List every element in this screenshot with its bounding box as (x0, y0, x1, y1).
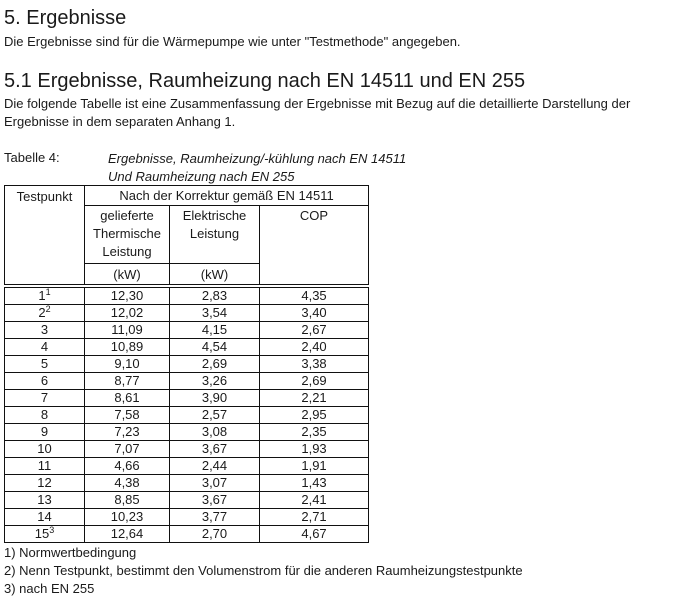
cell-testpunkt (5, 288, 85, 305)
cell-cop: 2,41 (260, 492, 369, 509)
cell-thermal: 8,61 (85, 390, 170, 407)
cell-thermal: 8,85 (85, 492, 170, 509)
cell-testpunkt (5, 339, 85, 356)
cell-thermal: 12,64 (85, 526, 170, 543)
cell-cop: 2,95 (260, 407, 369, 424)
footnote-marker: 3 (49, 525, 55, 535)
cell-testpunkt (5, 492, 85, 509)
table-row (5, 339, 369, 356)
cell-thermal: 7,23 (85, 424, 170, 441)
table-row (5, 407, 369, 424)
cell-thermal: 11,09 (85, 322, 170, 339)
table-row (5, 492, 369, 509)
cell-electric: 3,77 (170, 509, 260, 526)
cell-thermal: 4,38 (85, 475, 170, 492)
table-row (5, 441, 369, 458)
cell-electric: 3,54 (170, 305, 260, 322)
testpunkt-number: 8 (40, 407, 49, 422)
cell-cop: 1,91 (260, 458, 369, 475)
table-row (5, 288, 369, 305)
cell-electric: 2,83 (170, 288, 260, 305)
table-caption (108, 150, 406, 186)
testpunkt-number: 14 (37, 509, 52, 524)
unit-cop (260, 264, 369, 285)
table-caption-line-2: Und Raumheizung nach EN 255 (108, 169, 295, 184)
footnote-3: 3) nach EN 255 (4, 581, 95, 596)
cell-cop: 3,40 (260, 305, 369, 322)
cell-testpunkt (5, 475, 85, 492)
cell-testpunkt (5, 322, 85, 339)
cell-cop: 2,69 (260, 373, 369, 390)
testpunkt-number: 12 (37, 475, 52, 490)
cell-cop: 4,35 (260, 288, 369, 305)
table-caption-line-1: Ergebnisse, Raumheizung/-kühlung nach EN 14511 (108, 151, 407, 166)
header-thermal-line-3: Leistung (102, 244, 152, 259)
cell-cop: 1,93 (260, 441, 369, 458)
cell-electric: 3,08 (170, 424, 260, 441)
cell-testpunkt (5, 509, 85, 526)
cell-electric: 2,44 (170, 458, 260, 475)
footnote-marker: 2 (45, 304, 51, 314)
footnote-2: 2) Nenn Testpunkt, bestimmt den Volumenstrom für die anderen Raumheizungstestpunkte (4, 563, 523, 578)
cell-electric: 4,54 (170, 339, 260, 356)
cell-electric: 2,57 (170, 407, 260, 424)
table-row (5, 390, 369, 407)
table-body (5, 288, 369, 543)
testpunkt-number: 3 (40, 322, 49, 337)
testpunkt-number: 6 (40, 373, 49, 388)
subsection-title: 5.1 Ergebnisse, Raumheizung nach EN 14511 und EN 255 (4, 70, 526, 92)
testpunkt-number: 1 (38, 288, 46, 303)
cell-testpunkt (5, 424, 85, 441)
cell-testpunkt (5, 526, 85, 543)
testpunkt-number: 15 (34, 526, 50, 541)
header-thermal (85, 206, 170, 264)
unit-electric: (kW) (170, 264, 260, 285)
table-row (5, 458, 369, 475)
results-table (4, 185, 369, 543)
cell-testpunkt (5, 441, 85, 458)
testpunkt-number: 13 (37, 492, 52, 507)
cell-thermal: 4,66 (85, 458, 170, 475)
cell-thermal: 10,89 (85, 339, 170, 356)
cell-electric: 3,90 (170, 390, 260, 407)
table-row (5, 526, 369, 543)
cell-thermal: 12,30 (85, 288, 170, 305)
header-electric (170, 206, 260, 264)
cell-thermal: 7,58 (85, 407, 170, 424)
table-row (5, 305, 369, 322)
cell-electric: 3,26 (170, 373, 260, 390)
cell-electric: 3,07 (170, 475, 260, 492)
testpunkt-number: 2 (38, 305, 46, 320)
cell-cop: 1,43 (260, 475, 369, 492)
testpunkt-number: 5 (40, 356, 49, 371)
table-row (5, 356, 369, 373)
section-title: 5. Ergebnisse (4, 7, 127, 29)
header-electric-line-1: Elektrische (182, 208, 247, 223)
cell-thermal: 12,02 (85, 305, 170, 322)
cell-electric: 3,67 (170, 492, 260, 509)
cell-thermal: 7,07 (85, 441, 170, 458)
testpunkt-number: 9 (40, 424, 49, 439)
subsection-text: Die folgende Tabelle ist eine Zusammenfassung der Ergebnisse mit Bezug auf die detaillierte Darstellung der Ergebnisse in dem separaten Anhang 1. (4, 96, 631, 129)
cell-cop: 2,40 (260, 339, 369, 356)
cell-cop: 3,38 (260, 356, 369, 373)
table-row (5, 475, 369, 492)
section-intro: Die Ergebnisse sind für die Wärmepumpe wie unter "Testmethode" angegeben. (4, 34, 461, 49)
testpunkt-number: 4 (40, 339, 49, 354)
unit-thermal: (kW) (85, 264, 170, 285)
testpunkt-number: 7 (40, 390, 49, 405)
cell-electric: 3,67 (170, 441, 260, 458)
header-thermal-line-2: Thermische (93, 226, 161, 241)
cell-cop: 4,67 (260, 526, 369, 543)
cell-cop: 2,71 (260, 509, 369, 526)
cell-electric: 2,69 (170, 356, 260, 373)
group-header: Nach der Korrektur gemäß EN 14511 (85, 186, 369, 206)
cell-thermal: 9,10 (85, 356, 170, 373)
cell-testpunkt (5, 305, 85, 322)
footnote-marker: 1 (45, 287, 51, 297)
cell-cop: 2,67 (260, 322, 369, 339)
cell-electric: 2,70 (170, 526, 260, 543)
cell-testpunkt (5, 458, 85, 475)
testpunkt-number: 10 (37, 441, 52, 456)
cell-testpunkt (5, 407, 85, 424)
cell-thermal: 8,77 (85, 373, 170, 390)
table-row (5, 424, 369, 441)
header-thermal-line-1: gelieferte (100, 208, 154, 223)
cell-testpunkt (5, 356, 85, 373)
cell-testpunkt (5, 390, 85, 407)
cell-testpunkt (5, 373, 85, 390)
testpunkt-number: 11 (37, 458, 52, 473)
header-testpunkt: Testpunkt (5, 186, 85, 285)
table-caption-label: Tabelle 4: (4, 150, 60, 165)
cell-thermal: 10,23 (85, 509, 170, 526)
table-row (5, 373, 369, 390)
table-row (5, 509, 369, 526)
cell-electric: 4,15 (170, 322, 260, 339)
header-cop: COP (260, 206, 369, 264)
cell-cop: 2,21 (260, 390, 369, 407)
footnote-1: 1) Normwertbedingung (4, 545, 137, 560)
header-electric-line-2: Leistung (189, 226, 240, 241)
table-row (5, 322, 369, 339)
cell-cop: 2,35 (260, 424, 369, 441)
